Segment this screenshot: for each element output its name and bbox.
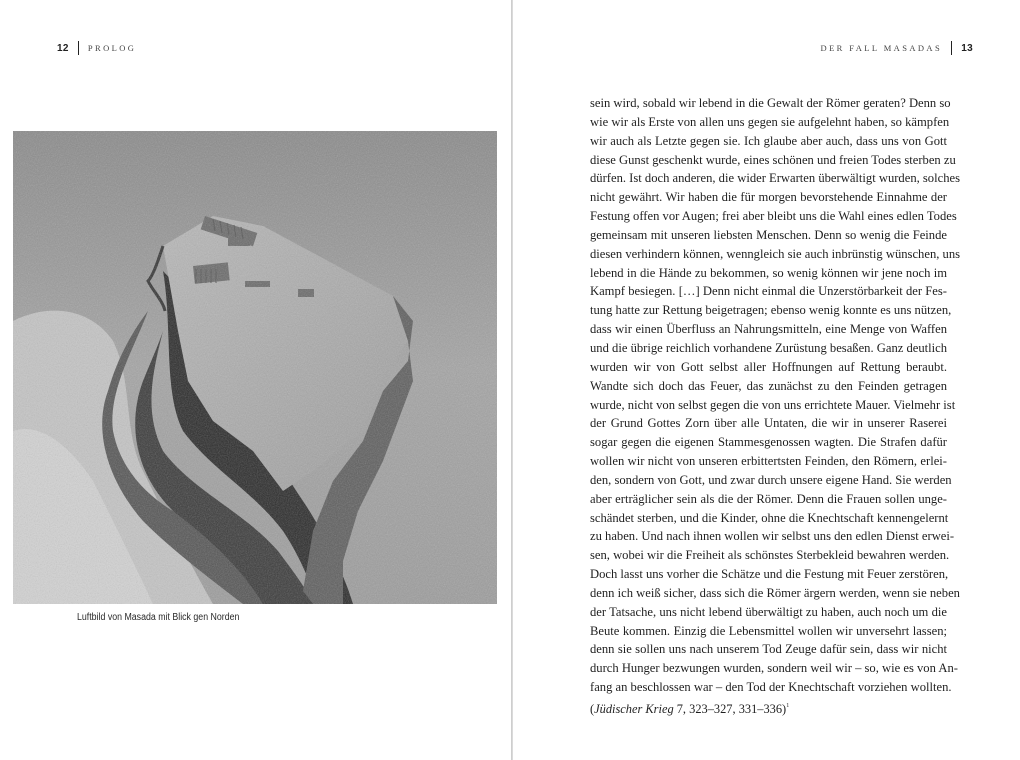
running-head-divider	[78, 41, 79, 55]
running-title: DER FALL MASADAS	[820, 43, 943, 53]
text-line: der Tatsache, uns nicht lebend überwältigt zu haben, auch noch um die	[590, 604, 947, 619]
text-line: sen, wobei wir die Freiheit als schönstes Sterbekleid bewahren werden.	[590, 548, 950, 563]
citation-reference: 7, 323–327, 331–336)	[673, 702, 787, 716]
text-line: wollen wir nicht von unseren erbittertsten Feinden, den Römern, erlei-	[590, 454, 947, 469]
text-line: sein wird, sobald wir lebend in die Gewalt der Römer geraten? Denn so	[590, 96, 951, 110]
running-head-left	[57, 40, 136, 56]
text-line: wie wir als Erste von allen uns gegen sie aufgelehnt haben, so kämpfen	[590, 114, 950, 129]
text-line: schändet sterben, und die Kinder, ohne die Knechtschaft kennengelernt	[590, 510, 949, 525]
text-line: lebend in die Hände zu bekommen, so wenig können wir jene noch im	[590, 265, 947, 280]
photo-image	[13, 131, 497, 604]
text-line: diese Gunst geschenkt wurde, eines schönen und freien Todes sterben zu	[590, 152, 956, 167]
text-line: Wandte sich doch das Feuer, das zunächst zu den Feinden getragen	[590, 378, 947, 393]
text-line: Doch lasst uns vorher die Schätze und die Festung mit Feuer zerstören,	[590, 567, 949, 582]
text-line: diesen verhindern können, wenngleich sie auch inbrünstig wünschen, uns	[590, 246, 961, 261]
text-line: und die übrige reichlich vorhandene Zurüstung besaßen. Ganz deutlich	[590, 340, 948, 355]
text-line: der Grund Gottes Zorn über alle Untaten, die wir in unserer Raserei	[590, 416, 947, 431]
right-page	[513, 0, 1020, 760]
running-head-right	[821, 40, 973, 56]
text-line: wurden wir von Gott selbst aller Hoffnungen auf Rettung beraubt.	[590, 359, 947, 374]
text-line: Festung offen vor Augen; frei aber bleibt uns die Wahl eines edlen Todes	[590, 209, 957, 224]
text-line: nicht gewährt. Wir haben die für morgen bevorstehende Einnahme der	[590, 190, 947, 205]
running-title: PROLOG	[87, 43, 137, 53]
text-line: durch Hunger bezwungen wurden, sondern weil wir – so, wie es von An-	[590, 661, 958, 676]
citation-open: (	[590, 702, 595, 716]
citation-work: Jüdischer Krieg	[594, 702, 674, 716]
text-line: dürfen. Ist doch anderen, die wider Erwarten überwältigt wurden, solches	[590, 171, 960, 186]
source-citation	[590, 697, 947, 716]
text-line: den, sondern von Gott, und zwar durch unsere eigene Hand. Sie werden	[590, 472, 952, 487]
footnote-marker[interactable]: 1	[786, 703, 790, 709]
text-line: wir auch als Letzte gegen sie. Ich glaube aber auch, dass uns von Gott	[590, 133, 947, 148]
text-line: dass wir einen Überfluss an Nahrungsmitteln, eine Menge von Waffen	[590, 322, 947, 337]
text-line: zu haben. Und nach ihnen wollen wir selbst uns den edlen Dienst erwei-	[590, 529, 955, 544]
photo-caption: Luftbild von Masada mit Blick gen Norden	[77, 612, 240, 623]
page-number: 13	[961, 42, 973, 54]
page-number: 12	[57, 42, 69, 54]
masada-aerial-photo	[13, 131, 497, 604]
text-line: Beute kommen. Einzig die Lebensmittel wollen wir unversehrt lassen;	[590, 623, 947, 638]
text-line: sogar gegen die eigenen Stammesgenossen wagten. Die Strafen dafür	[590, 435, 947, 450]
text-line: wurde, nicht von selbst gegen die von uns errichtete Mauer. Vielmehr ist	[590, 397, 956, 412]
quotation-text	[590, 94, 961, 716]
running-head-divider	[951, 41, 952, 55]
text-line: aber erträglicher sein als die der Römer. Denn die Frauen sollen unge-	[590, 491, 947, 506]
text-line: denn ich weiß sicher, dass sich die Römer ärgern werden, wenn sie neben	[590, 585, 960, 600]
text-line: Kampf besiegen. […] Denn nicht einmal die Unzerstörbarkeit der Fes-	[590, 284, 947, 299]
text-line: denn sie sollen uns nach unserem Tod Zeuge dafür sein, dass wir nicht	[590, 642, 947, 657]
text-line: fang an beschlossen war – den Tod der Knechtschaft vorziehen wollten.	[590, 680, 952, 695]
text-line: gemeinsam mit unseren liebsten Menschen. Denn so wenig die Feinde	[590, 227, 947, 242]
text-line: tung hatte zur Rettung beigetragen; ebenso wenig konnte es uns nützen,	[590, 303, 952, 318]
